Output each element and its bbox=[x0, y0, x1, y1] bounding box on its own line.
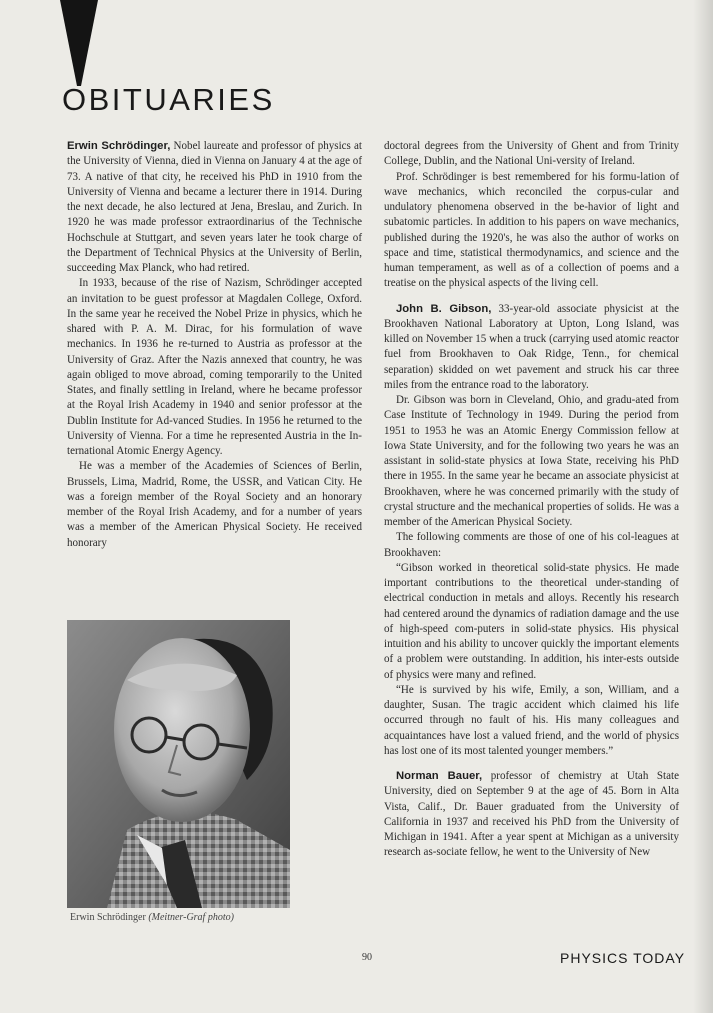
obituary-paragraph: Dr. Gibson was born in Cleveland, Ohio, and gradu-ated from Case Institute of Technology in 1949. During the period from 1951 to 1953 he was an Atomic Energy Commission fellow at Iowa State University, and for the following two years he was an assistant in solid-state physics at Iowa State, receiving his PhD there in 1955. In the same year he became an associate physicist at Brookhaven, where he was concerned primarily with the study of crystal structure and the mechanical properties of solids. He was a member of the American Physical Society. bbox=[384, 394, 679, 528]
obituary-gibson-lead bbox=[384, 302, 679, 394]
obituary-name-schrodinger: Erwin Schrödinger, bbox=[67, 140, 171, 152]
page-edge-shadow bbox=[693, 0, 713, 1013]
right-column bbox=[384, 139, 679, 861]
journal-name: PHYSICS TODAY bbox=[560, 950, 686, 966]
schrodinger-portrait-photo bbox=[67, 620, 290, 908]
obituary-paragraph: He was a member of the Academies of Sciences of Berlin, Brussels, Lima, Madrid, Rome, the USSR, and Vatican City. He was a foreign member of the Royal Society and an honorary member of the Royal Irish Academy, and for a number of years was a member of the American Physical Society. He received honorary bbox=[67, 460, 362, 549]
obituary-paragraph: The following comments are those of one of his col-leagues at Brookhaven: bbox=[384, 531, 679, 559]
obituary-name-bauer: Norman Bauer, bbox=[396, 770, 483, 782]
obituary-paragraph: 33-year-old associate physicist at the Brookhaven National Laboratory at Upton, Long Island, was killed on November 15 when a truck (carrying used atomic reactor fuel from Brookhaven to Oak Ridge, Tenn., for chemical separation) skidded on wet pavement and struck his car three miles from the entrance road to the laboratory. bbox=[384, 302, 679, 391]
obituary-paragraph: In 1933, because of the rise of Nazism, Schrödinger accepted an invitation to be guest professor at Magdalen College, Oxford. In the same year he received the Nobel Prize in physics, which he shared with P. A. M. Dirac, for his formulation of wave mechanics. In 1936 he re-turned to Austria as professor at the University of Graz. After the Nazis annexed that country, he was again obliged to move abroad, coming temporarily to the United States, and finally settling in Ireland, where he became professor at the Royal Irish Academy in 1940 and senior professor at the Dublin Institute for Ad-vanced Studies. In 1956 he returned to the University of Vienna. For a time he represented Austria in the In-ternational Atomic Energy Agency. bbox=[67, 277, 362, 457]
left-column bbox=[67, 139, 362, 551]
caption-credit: (Meitner-Graf photo) bbox=[148, 912, 234, 923]
page-number: 90 bbox=[362, 952, 372, 963]
obituary-paragraph: professor of chemistry at Utah State University, died on September 9 at the age of 45. Born in Alta Vista, Calif., Dr. Bauer graduated from the University of California in 1937 and received his PhD from the University of Michigan in 1941. After a year spent at Michigan as a university research as-sociate fellow, he went to the University of New bbox=[384, 770, 679, 859]
obituary-paragraph: doctoral degrees from the University of Ghent and from Trinity College, Dublin, and the National Uni-versity of Ireland. bbox=[384, 140, 679, 168]
obituary-schrodinger-lead bbox=[67, 139, 362, 276]
obituary-paragraph: Nobel laureate and professor of physics at the University of Vienna, died in Vienna on January 4 at the age of 73. A native of that city, he received his PhD in 1910 from the University of Vienna and became a lecturer there in 1914. During the next decade, he also lectured at Jena, Breslau, and Zurich. In 1920 he was made professor extraordinarius of the Technische Hochschule at Stuttgart, and seven years later he took charge of the Department of Technical Physics at the University of Berlin, succeeding Max Planck, who had retired. bbox=[67, 140, 362, 274]
photo-caption bbox=[70, 912, 234, 923]
caption-name: Erwin Schrödinger bbox=[70, 912, 146, 923]
section-marker-wedge bbox=[60, 0, 98, 86]
page-footer bbox=[0, 950, 713, 970]
obituary-name-gibson: John B. Gibson, bbox=[396, 302, 492, 315]
obituary-bauer-lead bbox=[384, 769, 679, 861]
obituary-quote-paragraph: “Gibson worked in theoretical solid-state physics. He made important contributions to the theoretical under-standing of electrical conduction in metals and alloys. Recently his research had centered around the dynamics of radiation damage and the use of high-speed com-puters in solid-state physics. His physical intuition and his ability to uncover quickly the important elements of a problem were outstanding. In addition, his inter-ests outside of physics were many and refined. bbox=[384, 561, 679, 681]
obituary-paragraph: Prof. Schrödinger is best remembered for his formu-lation of wave mechanics, which reconciled the corpus-cular and undulatory phenomena observed in the be-havior of light and subatomic particles. In addition to his papers on wave mechanics, published during the 1920's, he was also the author of works on space and time, statistical thermodynamics, and science and the human temperament, as well as of a collection of poems and a treatise on the physical aspects of the living cell. bbox=[384, 170, 679, 290]
obituary-quote-paragraph: “He is survived by his wife, Emily, a son, William, and a daughter, Susan. The tragic accident which claimed his life occurred through no fault of his. His many colleagues and acquaintances have lost a valued friend, and the world of physics has lost one of its most talented younger members.” bbox=[384, 683, 679, 757]
section-title: OBITUARIES bbox=[62, 82, 275, 117]
